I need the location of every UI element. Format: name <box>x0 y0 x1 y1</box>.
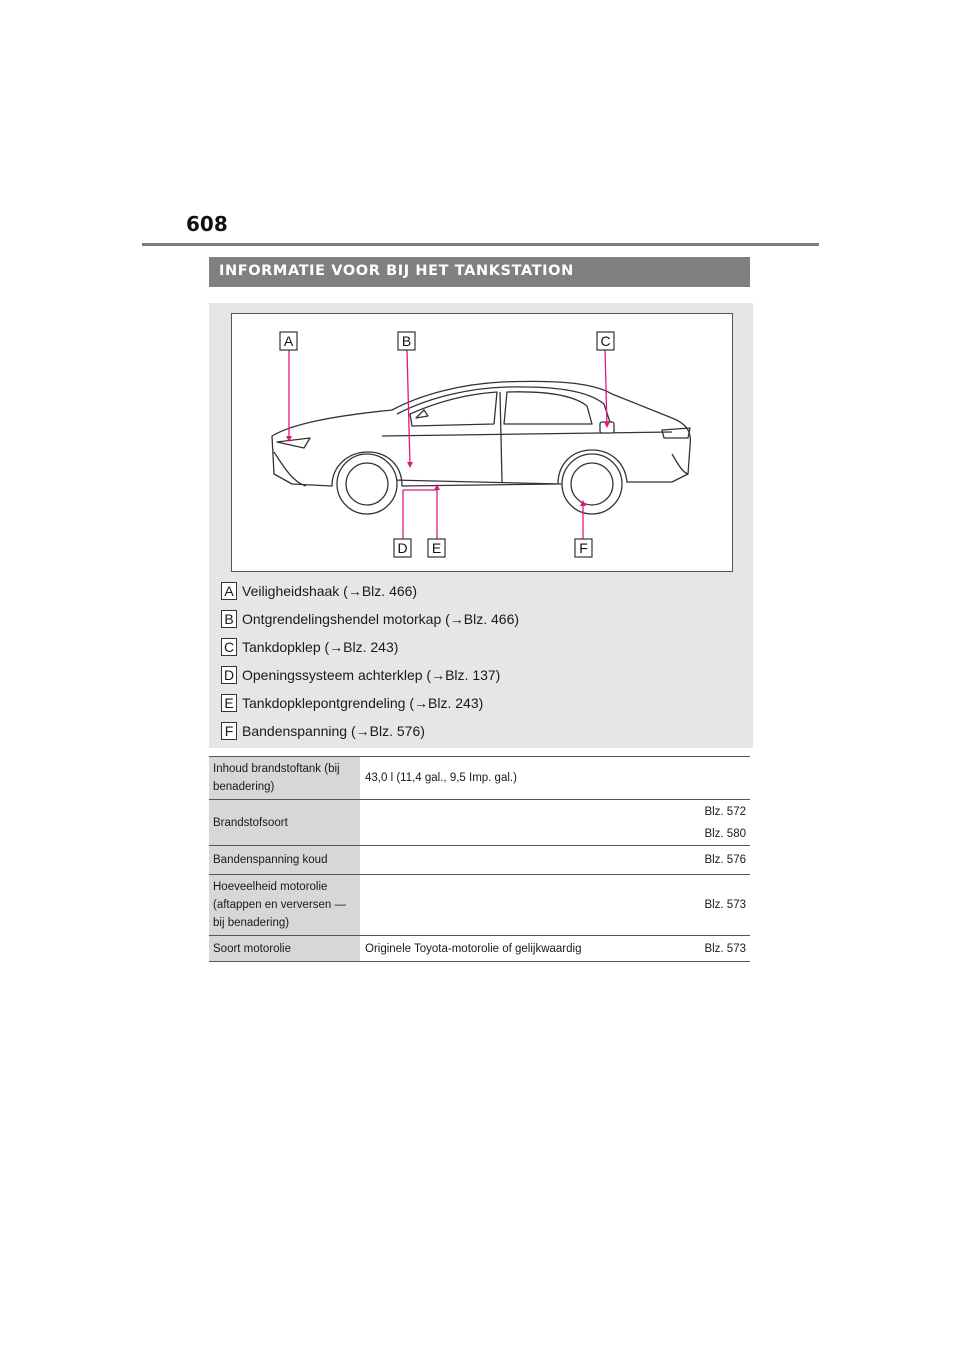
callout-b: B <box>401 333 412 349</box>
table-row <box>209 846 750 875</box>
row-value <box>360 875 683 936</box>
callout-f: F <box>579 540 588 556</box>
legend-text: Tankdopklepontgrendeling (→Blz. 243) <box>242 695 484 711</box>
legend-text: Openingssysteem achterklep (→Blz. 137) <box>242 667 501 683</box>
front-wheel-rim <box>346 463 388 505</box>
row-value: 43,0 l (11,4 gal., 9,5 Imp. gal.) <box>365 772 517 784</box>
spec-table <box>209 756 750 962</box>
legend-letter: B <box>221 610 237 628</box>
page-ref: Blz. 573 <box>704 942 746 955</box>
table-row <box>209 875 750 936</box>
legend-letter: D <box>221 666 237 684</box>
callout-a: A <box>283 333 294 349</box>
car-bumper-rear <box>672 454 688 474</box>
row-refs <box>683 936 750 962</box>
row-value <box>360 800 683 846</box>
car-diagram <box>231 313 733 572</box>
legend-text: Veiligheidshaak (→Blz. 466) <box>242 583 418 599</box>
legend-letter: A <box>221 582 237 600</box>
header-rule <box>142 243 819 246</box>
legend-text: Ontgrendelingshendel motorkap (→Blz. 466) <box>242 611 520 627</box>
car-taillight <box>662 428 690 438</box>
car-window-rear <box>504 392 592 424</box>
legend-text: Bandenspanning (→Blz. 576) <box>242 723 425 739</box>
page-ref: Blz. 576 <box>704 854 746 866</box>
car-bumper-front <box>274 452 306 486</box>
page-ref: Blz. 573 <box>704 899 746 911</box>
table-row <box>209 800 750 846</box>
legend-text: Tankdopklep (→Blz. 243) <box>242 639 399 655</box>
row-refs <box>683 846 750 875</box>
row-refs <box>683 875 750 936</box>
callout-d: D <box>397 540 408 556</box>
table-row <box>209 936 750 962</box>
row-value <box>360 846 683 875</box>
row-label: Inhoud brandstoftank (bij benadering) <box>209 757 360 800</box>
car-beltline <box>382 432 672 436</box>
row-label: Bandenspanning koud <box>209 846 360 875</box>
car-sill <box>392 480 562 484</box>
legend-letter: E <box>221 694 237 712</box>
car-roofline <box>397 387 610 422</box>
figure-panel <box>209 303 753 748</box>
row-refs <box>683 800 750 846</box>
section-title: INFORMATIE VOOR BIJ HET TANKSTATION <box>209 257 750 287</box>
callout-c: C <box>600 333 611 349</box>
legend-letter: C <box>221 638 237 656</box>
page-ref: Blz. 580 <box>704 827 746 840</box>
row-label: Soort motorolie <box>209 936 360 962</box>
page-ref: Blz. 572 <box>704 805 746 818</box>
page-number: 608 <box>186 212 228 236</box>
row-label: Hoeveelheid motorolie (aftappen en verversen — bij benadering) <box>209 875 360 936</box>
legend-letter: F <box>221 722 237 740</box>
car-illustration <box>232 314 734 573</box>
table-row <box>209 757 750 800</box>
rear-wheel-rim <box>571 463 613 505</box>
car-headlight <box>277 438 310 448</box>
car-body-outline <box>272 381 690 486</box>
row-label: Brandstofsoort <box>209 800 360 846</box>
callout-leaders <box>289 350 607 539</box>
car-door-line <box>500 392 502 482</box>
callout-e: E <box>431 540 442 556</box>
row-value: Originele Toyota-motorolie of gelijkwaardig <box>365 942 582 955</box>
